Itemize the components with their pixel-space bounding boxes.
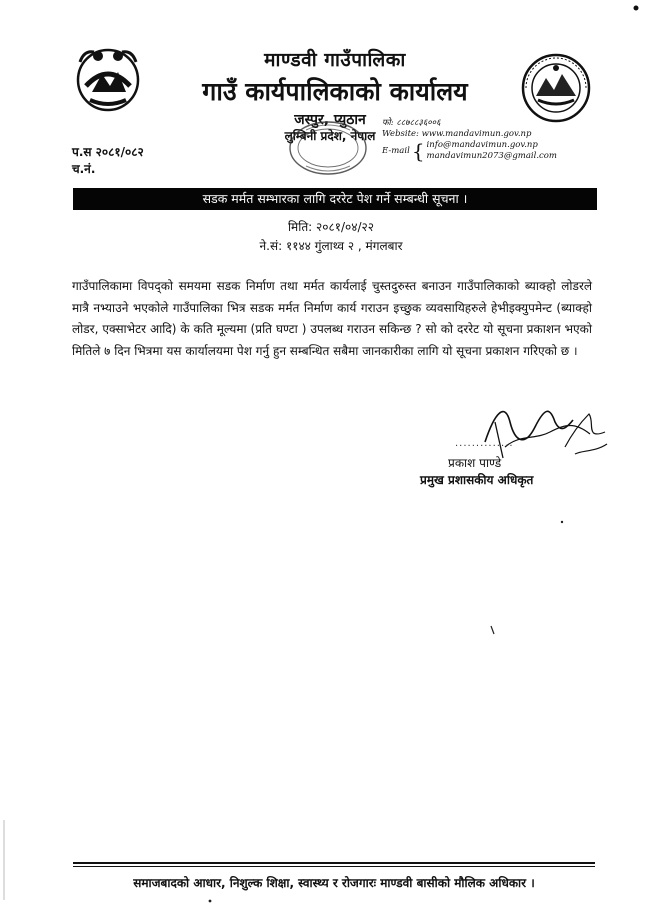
footer-divider-thin — [73, 866, 595, 867]
notice-date: मिति: २०८१/०४/२२ — [287, 220, 375, 234]
municipality-logo — [520, 52, 592, 124]
website-row — [382, 129, 557, 140]
brace-icon: { — [411, 139, 425, 163]
notice-subject: सडक मर्मत सम्भारका लागि दररेट पेश गर्ने सम्बन्धी सूचना । — [73, 188, 597, 210]
office-name: गाउँ कार्यपालिकाको कार्यालय — [202, 77, 468, 106]
municipality-name: माण्डवी गाउँपालिका — [264, 49, 406, 71]
footer-slogan: समाजबादको आधार, निशुल्क शिक्षा, स्वास्थ्य र रोजगारः माण्डवी बासीको मौलिक अधिकार । — [133, 876, 535, 890]
dispatch-number: च.नं. — [72, 162, 96, 176]
reference-number: प.स २०८१/०८२ — [72, 145, 144, 159]
email-primary[interactable]: info@mandavimun.gov.np — [426, 140, 538, 150]
nepal-sambat-date: ने.सं: ११४४ गुंलाथ्व २ , मंगलबार — [259, 239, 403, 253]
signatory-title: प्रमुख प्रशासकीय अधिकृत — [420, 473, 534, 487]
email-row — [382, 140, 557, 162]
footer-divider — [73, 862, 595, 864]
phone-number: फो: ८८७८८३६००६ — [382, 118, 441, 128]
address-line-2: लुम्बिनी प्रदेश, नेपाल — [284, 129, 376, 143]
reference-block — [72, 144, 144, 178]
website-label: Website: — [382, 129, 419, 139]
contact-info — [382, 118, 557, 162]
office-stamp — [276, 118, 372, 178]
signature-dots: .............. — [455, 438, 514, 449]
address-line-1: जस्पुर, प्युठान — [294, 112, 366, 128]
email-secondary[interactable]: mandavimun2073@gmail.com — [426, 151, 557, 161]
notice-body: गाउँपालिकामा विपद्को समयमा सडक निर्माण तथा मर्मत कार्यलाई चुस्तदुरुस्त बनाउन गाउँपालिकाको ब्याक्हो लोडरले मात्रै नभ्याउने भएकोले गाउँपालिका भित्र सडक मर्मत निर्माण कार्य गराउन इच्छुक व्यवसायिहरुले हेभीइक्युपमेन्ट (ब्याक्हो लोडर, एक्साभेटर आदि) के कति मूल्यमा (प्रति घण्टा ) उपलब्ध गराउन सकिन्छ ? सो को दररेट यो सूचना प्रकाशन भएको मितिले ७ दिन भित्रमा यस कार्यालयमा पेश गर्नु हुन सम्बन्धित सबैमा जानकारीका लागि यो सूचना प्रकाशन गरिएको छ । — [72, 279, 592, 358]
website-link[interactable]: www.mandavimun.gov.np — [421, 129, 532, 139]
nepal-government-emblem — [72, 42, 144, 114]
signatory-name: प्रकाश पाण्डे — [448, 456, 502, 470]
email-label: E-mail — [382, 145, 410, 156]
